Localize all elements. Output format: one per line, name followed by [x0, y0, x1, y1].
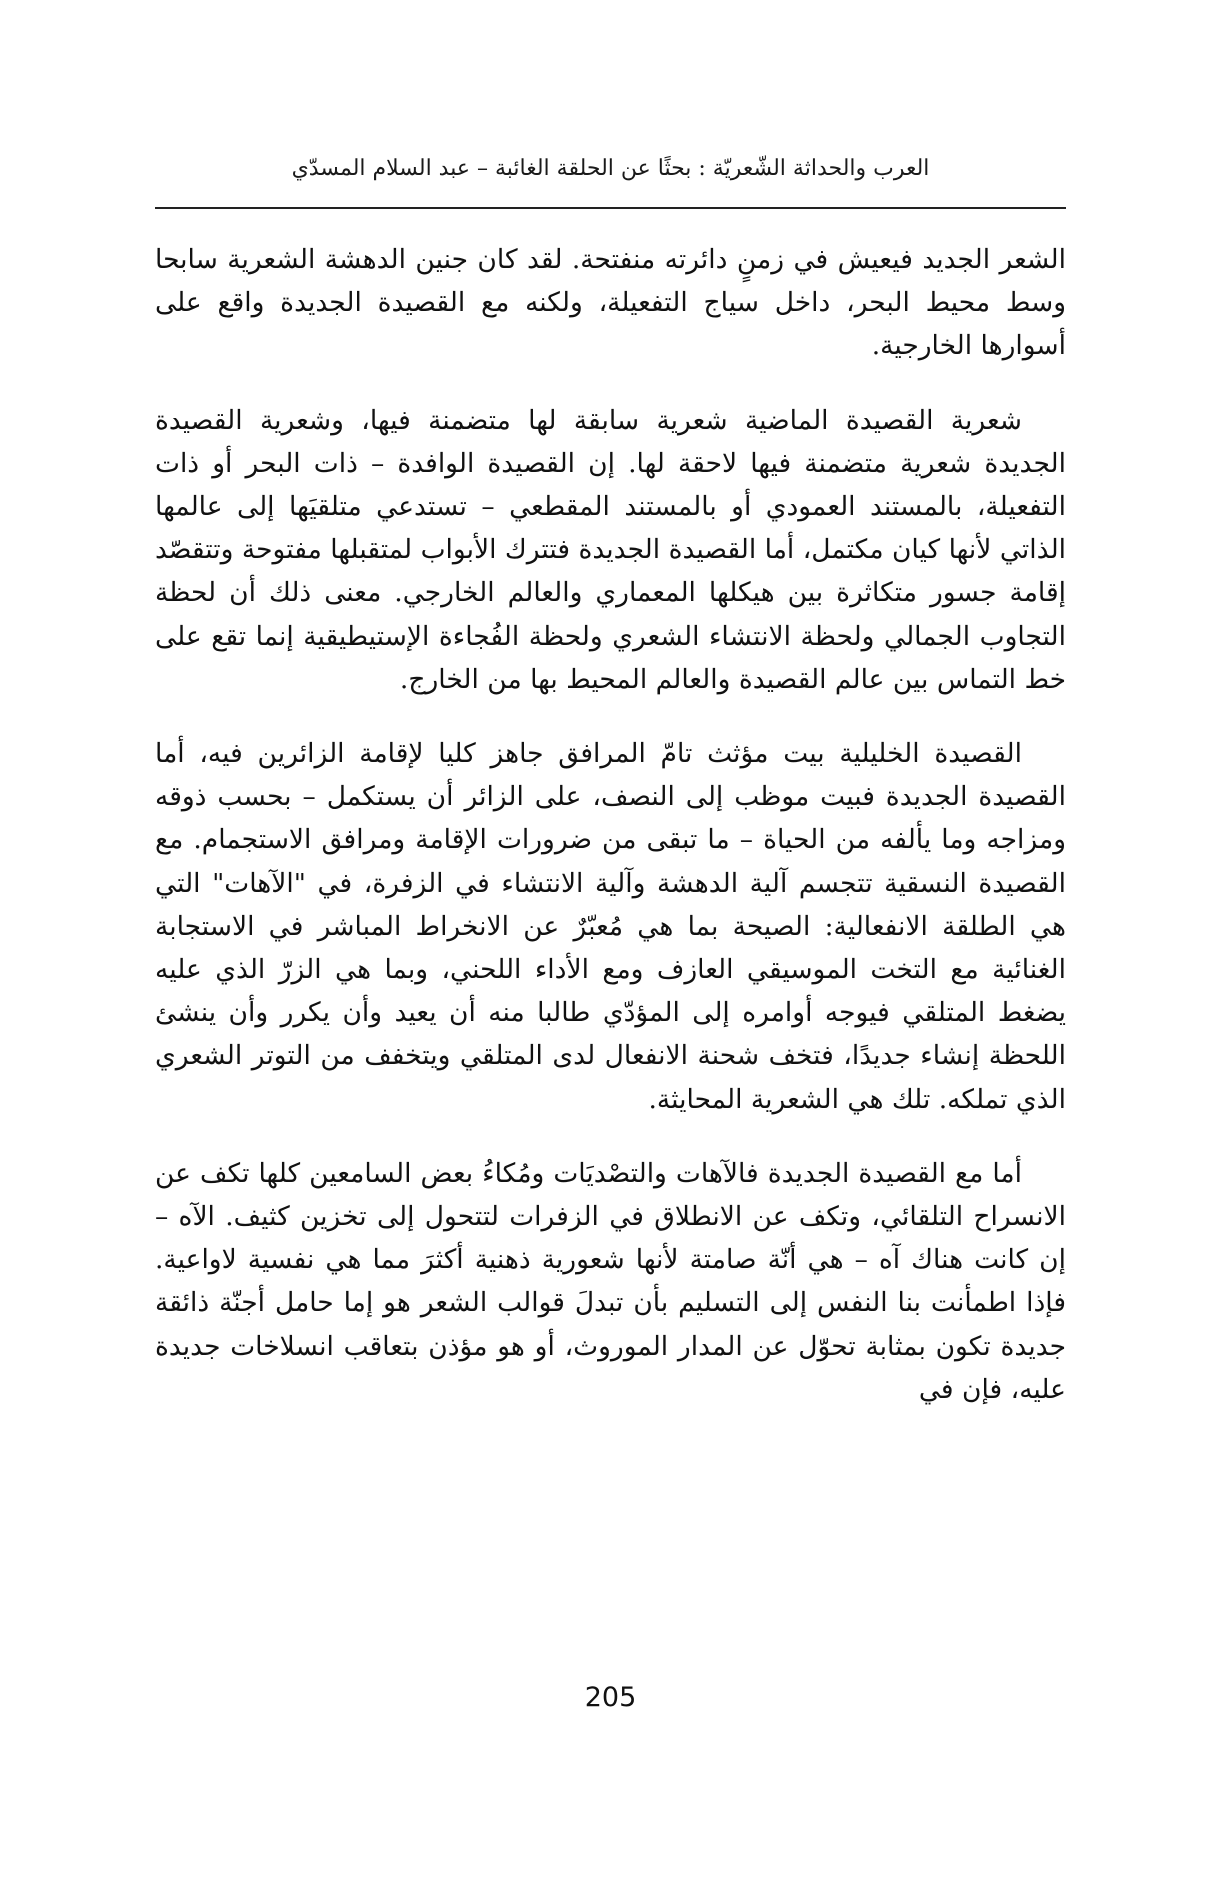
body-text	[155, 238, 1066, 1442]
page-number: 205	[584, 1682, 637, 1713]
paragraph: القصيدة الخليلية بيت مؤثث تامّ المرافق جاهز كليا لإقامة الزائرين فيه، أما القصيدة الجديدة فبيت موظب إلى النصف، على الزائر أن يستكمل – بحسب ذوقه ومزاجه وما يألفه من الحياة – ما تبقى من ضرورات الإقامة ومرافق الاستجمام. مع القصيدة النسقية تتجسم آلية الدهشة وآلية الانتشاء في الزفرة، في "الآهات" التي هي الطلقة الانفعالية: الصيحة بما هي مُعبّرٌ عن الانخراط المباشر في الاستجابة الغنائية مع التخت الموسيقي العازف ومع الأداء اللحني، وبما هي الزرّ الذي عليه يضغط المتلقي فيوجه أوامره إلى المؤدّي طالبا منه أن يعيد وأن يكرر وأن ينشئ اللحظة إنشاء جديدًا، فتخف شحنة الانفعال لدى المتلقي ويتخفف من التوتر الشعري الذي تملكه. تلك هي الشعرية المحايثة.	[155, 738, 1066, 1115]
paragraph: أما مع القصيدة الجديدة فالآهات والتصْديَات ومُكاءُ بعض السامعين كلها تكف عن الانسراح التلقائي، وتكف عن الانطلاق في الزفرات لتتحول إلى تخزين كثيف. الآه – إن كانت هناك آه – هي أنّة صامتة لأنها شعورية ذهنية أكثرَ مما هي نفسية لاواعية. فإذا اطمأنت بنا النفس إلى التسليم بأن تبدلَ قوالب الشعر هو إما حامل أجنّة ذائقة جديدة تكون بمثابة تحوّل عن المدار الموروث، أو هو مؤذن بتعاقب انسلاخات جديدة عليه، فإن في	[155, 1157, 1066, 1405]
running-header: العرب والحداثة الشّعريّة : بحثًا عن الحلقة الغائبة – عبد السلام المسدّي	[291, 156, 930, 181]
header-divider	[155, 207, 1066, 209]
paragraph-continuation: الشعر الجديد فيعيش في زمنٍ دائرته منفتحة. لقد كان جنين الدهشة الشعرية سابحا وسط محيط البحر، داخل سياج التفعيلة، ولكنه مع القصيدة الجديدة واقع على أسوارها الخارجية.	[155, 244, 1066, 362]
paragraph: شعرية القصيدة الماضية شعرية سابقة لها متضمنة فيها، وشعرية القصيدة الجديدة شعرية متضمنة فيها لاحقة لها. إن القصيدة الوافدة – ذات البحر أو ذات التفعيلة، بالمستند العمودي أو بالمستند المقطعي – تستدعي متلقيَها إلى عالمها الذاتي لأنها كيان مكتمل، أما القصيدة الجديدة فتترك الأبواب لمتقبلها مفتوحة وتتقصّد إقامة جسور متكاثرة بين هيكلها المعماري والعالم الخارجي. معنى ذلك أن لحظة التجاوب الجمالي ولحظة الانتشاء الشعري ولحظة الفُجاءة الإستيطيقية إنما تقع على خط التماس بين عالم القصيدة والعالم المحيط بها من الخارج.	[155, 404, 1066, 695]
